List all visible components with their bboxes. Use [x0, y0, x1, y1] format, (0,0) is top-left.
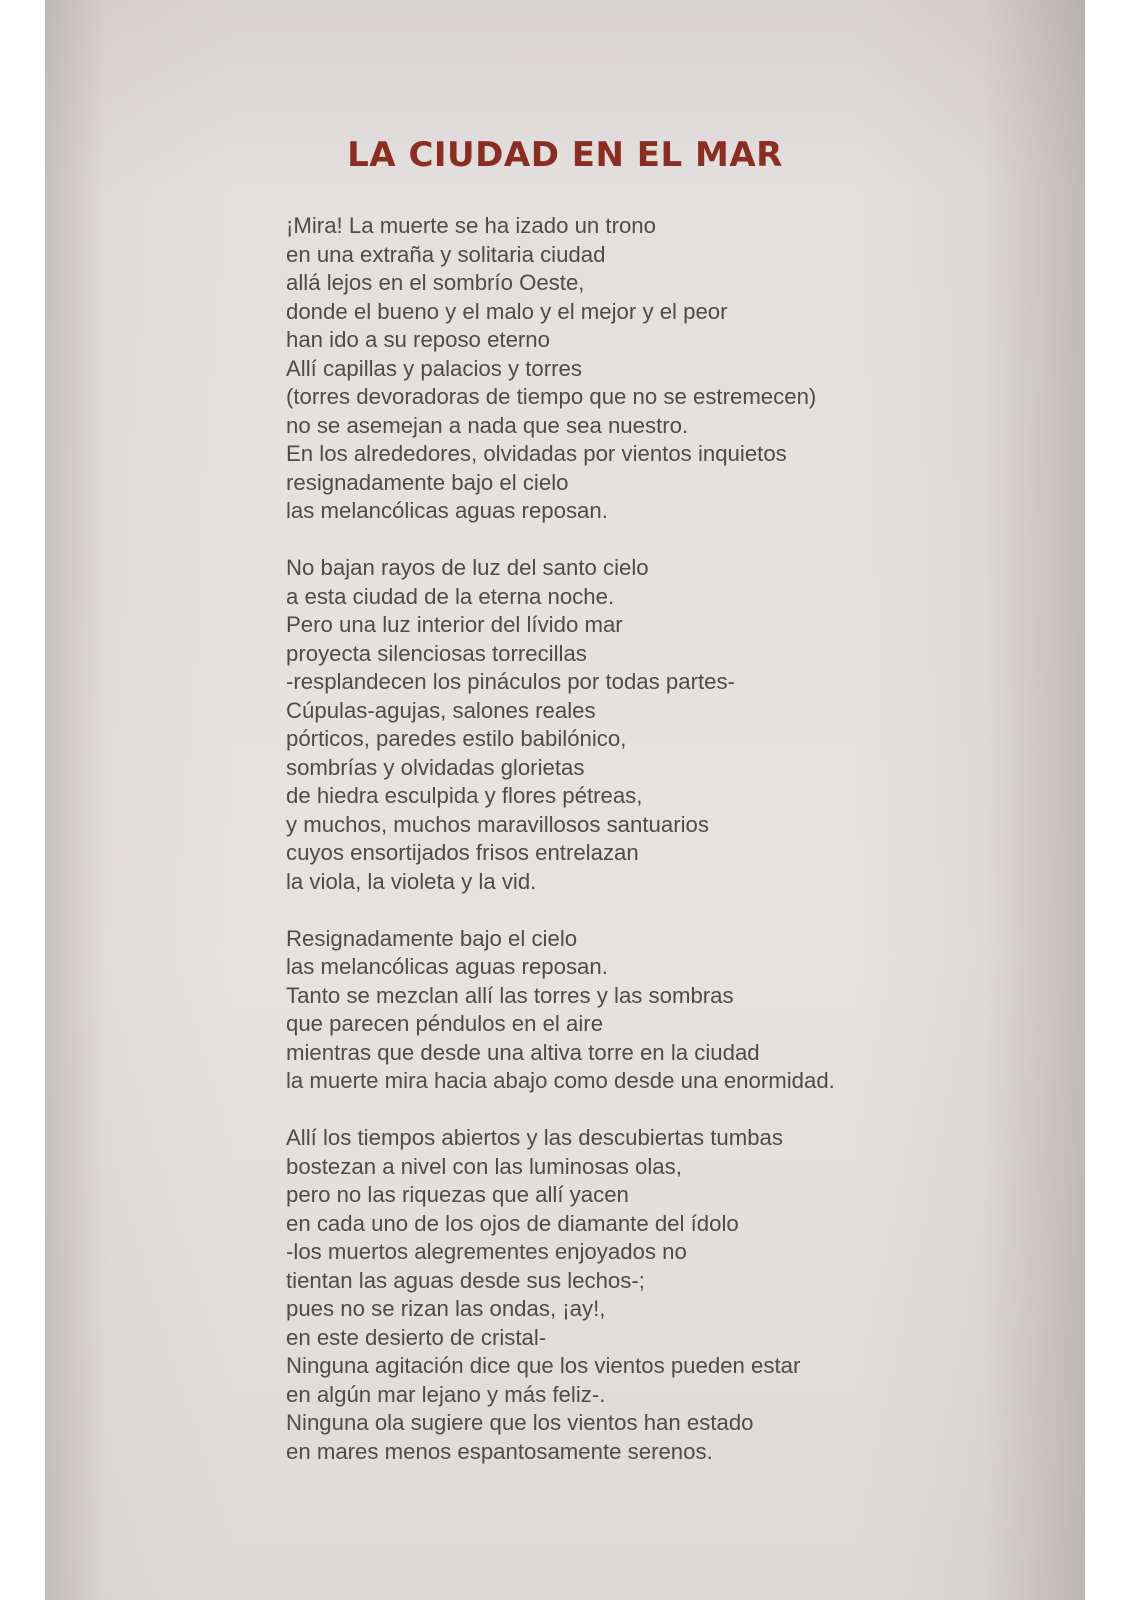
poem-line: mientras que desde una altiva torre en la ciudad: [286, 1039, 760, 1065]
stanza-2: [286, 554, 1066, 896]
poem-line: que parecen péndulos en el aire: [286, 1011, 604, 1036]
poem-line: Ninguna ola sugiere que los vientos han estado: [286, 1410, 754, 1435]
poem-line: las melancólicas aguas reposan.: [286, 954, 608, 979]
stanza-3: [286, 925, 1066, 1096]
poem-line: pórticos, paredes estilo babilónico,: [286, 726, 627, 751]
poem-line: no se asemejan a nada que sea nuestro.: [286, 412, 689, 438]
poem-line: No bajan rayos de luz del santo cielo: [286, 555, 649, 580]
poem-line: donde el bueno y el malo y el mejor y el peor: [286, 298, 728, 324]
poem-line: pues no se rizan las ondas, ¡ay!,: [286, 1296, 606, 1321]
poem-line: en cada uno de los ojos de diamante del ídolo: [286, 1210, 739, 1236]
poem-line: Resignadamente bajo el cielo: [286, 925, 578, 951]
poem-line: pero no las riquezas que allí yacen: [286, 1182, 629, 1207]
poem-line: la muerte mira hacia abajo como desde una enormidad.: [286, 1068, 835, 1093]
poem-line: ¡Mira! La muerte se ha izado un trono: [286, 213, 656, 238]
poem-line: en este desierto de cristal-: [286, 1324, 547, 1350]
poem-line: bostezan a nivel con las luminosas olas,: [286, 1153, 682, 1179]
poem-line: Cúpulas-agujas, salones reales: [286, 697, 596, 723]
stanza-4: [286, 1124, 1066, 1466]
poem-line: cuyos ensortijados frisos entrelazan: [286, 840, 639, 865]
poem-line: en algún mar lejano y más feliz-.: [286, 1381, 606, 1407]
poem-line: (torres devoradoras de tiempo que no se estremecen): [286, 384, 817, 409]
poem-line: la viola, la violeta y la vid.: [286, 868, 537, 894]
poem-line: de hiedra esculpida y flores pétreas,: [286, 783, 643, 808]
poem-line: -resplandecen los pináculos por todas partes-: [286, 669, 735, 694]
poem-line: proyecta silenciosas torrecillas: [286, 640, 587, 666]
poem-line: Tanto se mezclan allí las torres y las sombras: [286, 982, 734, 1008]
poem-line: en una extraña y solitaria ciudad: [286, 241, 606, 267]
poem-line: Ninguna agitación dice que los vientos pueden estar: [286, 1353, 801, 1378]
poem-line: sombrías y olvidadas glorietas: [286, 754, 585, 780]
poem-line: resignadamente bajo el cielo: [286, 469, 569, 495]
poem-line: a esta ciudad de la eterna noche.: [286, 583, 615, 609]
stanza-1: [286, 212, 1066, 526]
poem-line: y muchos, muchos maravillosos santuarios: [286, 811, 709, 837]
poem-line: -los muertos alegrementes enjoyados no: [286, 1239, 687, 1264]
poem-body: [286, 212, 1066, 1495]
poem-line: han ido a su reposo eterno: [286, 327, 550, 352]
poem-line: allá lejos en el sombrío Oeste,: [286, 270, 585, 295]
document-page: [45, 0, 1085, 1600]
poem-line: Allí capillas y palacios y torres: [286, 355, 582, 381]
poem-title: LA CIUDAD EN EL MAR: [347, 135, 783, 175]
poem-line: las melancólicas aguas reposan.: [286, 498, 608, 523]
poem-line: Allí los tiempos abiertos y las descubiertas tumbas: [286, 1125, 783, 1150]
poem-line: en mares menos espantosamente serenos.: [286, 1438, 713, 1464]
poem-line: Pero una luz interior del lívido mar: [286, 612, 623, 637]
poem-line: tientan las aguas desde sus lechos-;: [286, 1267, 645, 1293]
poem-line: En los alrededores, olvidadas por vientos inquietos: [286, 441, 787, 466]
